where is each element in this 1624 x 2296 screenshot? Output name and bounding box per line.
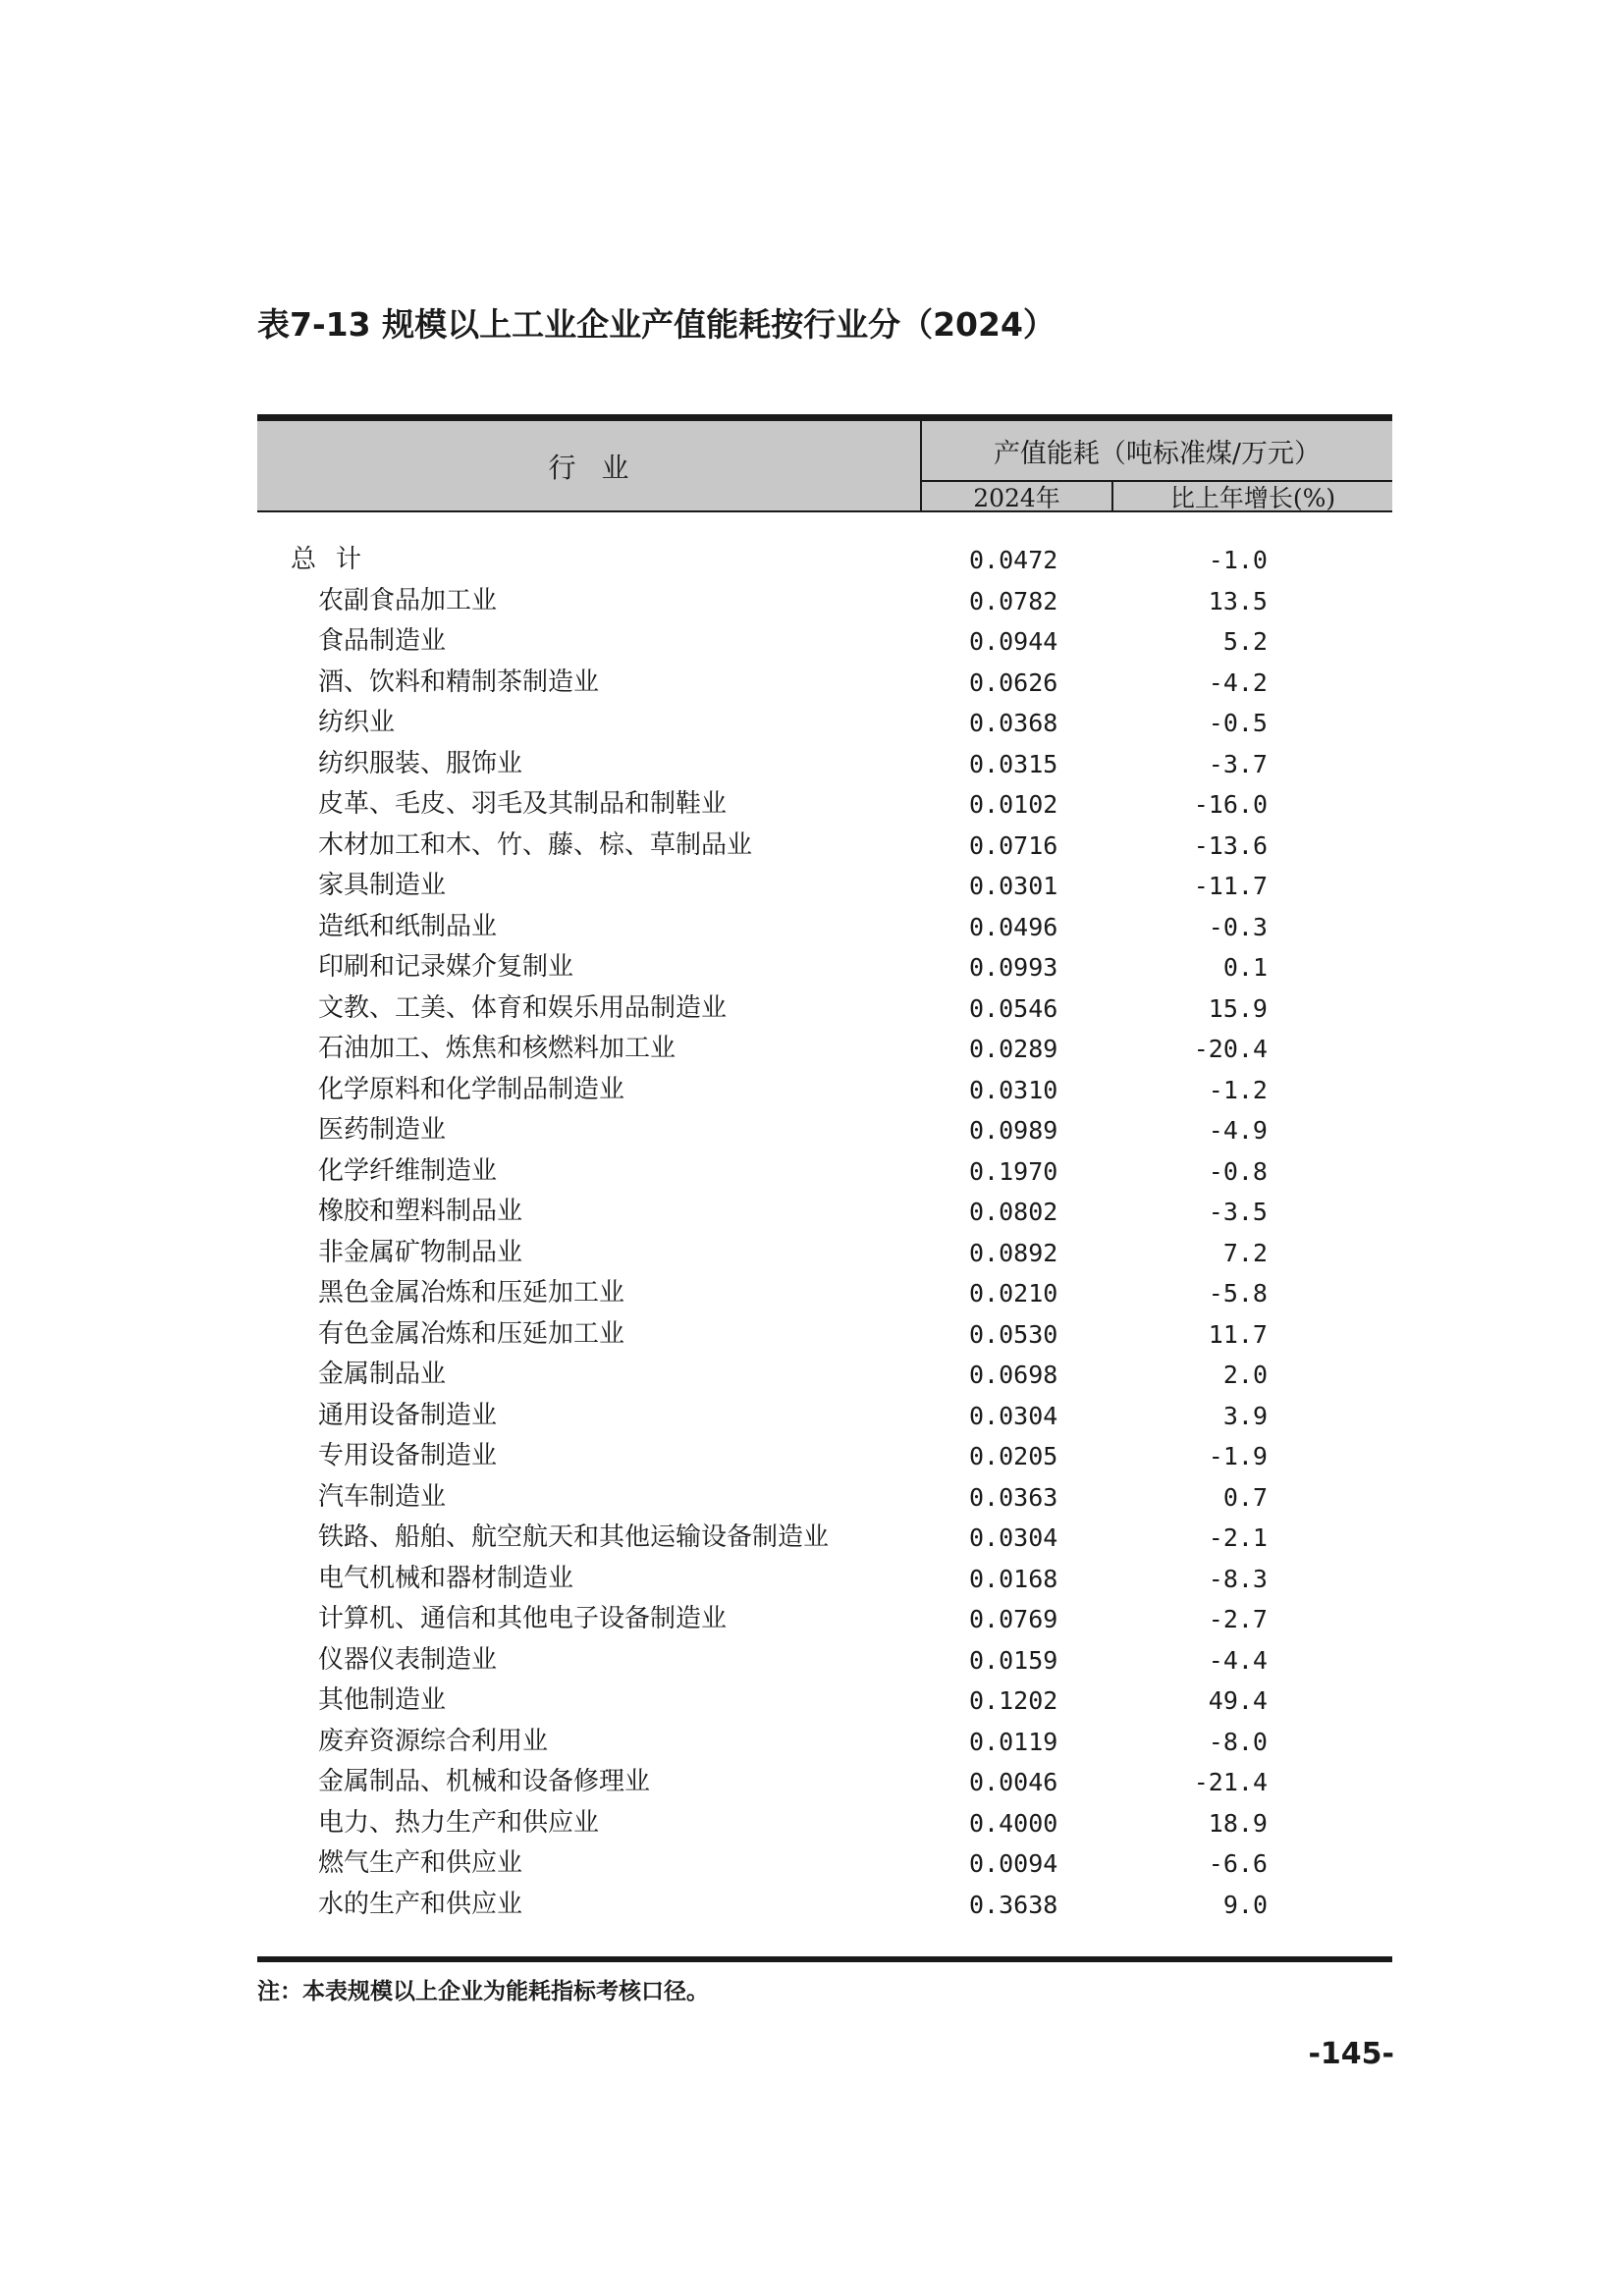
value-2024: 0.0802 xyxy=(969,1198,1058,1226)
industry-name: 有色金属冶炼和压延加工业 xyxy=(318,1318,625,1349)
table-row xyxy=(257,1029,1392,1070)
table-row xyxy=(257,1722,1392,1763)
value-2024: 0.0496 xyxy=(969,912,1058,941)
value-growth: -3.5 xyxy=(1208,1198,1268,1226)
table-row xyxy=(257,1273,1392,1314)
value-growth: 18.9 xyxy=(1208,1808,1268,1838)
industry-name: 农副食品加工业 xyxy=(318,585,498,615)
value-growth: -11.7 xyxy=(1193,872,1268,900)
table-row xyxy=(257,1070,1392,1111)
industry-name: 食品制造业 xyxy=(318,626,447,656)
value-2024: 0.1970 xyxy=(969,1156,1058,1186)
value-growth: -21.4 xyxy=(1193,1768,1268,1796)
table-row xyxy=(257,826,1392,867)
value-2024: 0.0210 xyxy=(969,1279,1058,1308)
industry-name: 印刷和记录媒介复制业 xyxy=(318,952,574,982)
table-row xyxy=(257,1803,1392,1844)
value-growth: -1.0 xyxy=(1208,546,1268,574)
industry-name: 仪器仪表制造业 xyxy=(318,1644,498,1675)
value-2024: 0.1202 xyxy=(969,1686,1058,1715)
table-row xyxy=(257,1599,1392,1640)
industry-name: 汽车制造业 xyxy=(318,1481,447,1512)
value-growth: -16.0 xyxy=(1193,790,1268,819)
table-header xyxy=(257,421,1392,512)
value-2024: 0.0304 xyxy=(969,1523,1058,1552)
value-2024: 0.0168 xyxy=(969,1564,1058,1593)
value-2024: 0.0716 xyxy=(969,830,1058,860)
industry-name: 电气机械和器材制造业 xyxy=(318,1563,574,1593)
table-row xyxy=(257,988,1392,1030)
industry-name: 皮革、毛皮、羽毛及其制品和制鞋业 xyxy=(318,789,728,819)
industry-name: 化学原料和化学制品制造业 xyxy=(318,1074,625,1104)
value-growth: -1.2 xyxy=(1208,1075,1268,1104)
table-row-total xyxy=(257,540,1392,581)
table-row xyxy=(257,1233,1392,1274)
value-2024: 0.0944 xyxy=(969,627,1058,656)
industry-name: 计算机、通信和其他电子设备制造业 xyxy=(318,1604,728,1633)
value-2024: 0.0546 xyxy=(969,993,1058,1023)
table-row xyxy=(257,1477,1392,1519)
industry-name: 家具制造业 xyxy=(318,871,447,900)
industry-name: 纺织业 xyxy=(318,708,396,737)
table-row xyxy=(257,784,1392,826)
value-growth: 2.0 xyxy=(1222,1361,1268,1389)
value-growth: -20.4 xyxy=(1193,1035,1268,1063)
value-growth: 9.0 xyxy=(1222,1890,1268,1919)
table-note: 注：本表规模以上企业为能耗指标考核口径。 xyxy=(257,1979,709,2004)
page-number: -145- xyxy=(1308,2037,1394,2071)
industry-name: 黑色金属冶炼和压延加工业 xyxy=(318,1278,625,1308)
value-growth: 0.7 xyxy=(1222,1482,1268,1512)
table-row xyxy=(257,703,1392,744)
value-2024: 0.0892 xyxy=(969,1238,1058,1267)
industry-name: 其他制造业 xyxy=(318,1685,447,1715)
industry-name: 燃气生产和供应业 xyxy=(318,1848,523,1878)
value-growth: 3.9 xyxy=(1222,1401,1268,1430)
table-row xyxy=(257,1559,1392,1600)
value-growth: -0.8 xyxy=(1208,1156,1268,1186)
table-row xyxy=(257,1640,1392,1682)
industry-name: 废弃资源综合利用业 xyxy=(318,1726,549,1756)
value-growth: -4.2 xyxy=(1208,667,1268,697)
value-growth: -3.7 xyxy=(1208,749,1268,778)
industry-name: 金属制品业 xyxy=(318,1360,447,1389)
industry-name: 化学纤维制造业 xyxy=(318,1155,498,1186)
table-bottom-rule xyxy=(257,1956,1392,1962)
table-row xyxy=(257,1518,1392,1559)
table-row xyxy=(257,1355,1392,1396)
table-row xyxy=(257,744,1392,785)
table-row xyxy=(257,1681,1392,1722)
value-growth: -2.7 xyxy=(1208,1605,1268,1633)
value-2024: 0.0530 xyxy=(969,1319,1058,1349)
table-row xyxy=(257,1110,1392,1151)
value-2024: 0.0315 xyxy=(969,749,1058,778)
header-energy-group: 产值能耗（吨标准煤/万元） xyxy=(993,438,1322,469)
value-growth: -4.9 xyxy=(1208,1116,1268,1145)
value-2024: 0.0304 xyxy=(969,1401,1058,1430)
header-col-2024: 2024年 xyxy=(973,483,1060,512)
value-growth: 0.1 xyxy=(1222,953,1268,982)
value-2024: 0.0289 xyxy=(969,1035,1058,1063)
value-growth: -13.6 xyxy=(1193,830,1268,860)
header-col-growth: 比上年增长(%) xyxy=(1169,483,1336,512)
value-growth: 13.5 xyxy=(1208,586,1268,615)
header-industry: 行业 xyxy=(548,451,655,484)
value-growth: -8.3 xyxy=(1208,1564,1268,1593)
value-2024: 0.0363 xyxy=(969,1482,1058,1512)
value-2024: 0.0159 xyxy=(969,1645,1058,1675)
table-title: 表7-13 规模以上工业企业产值能耗按行业分（2024） xyxy=(257,305,1056,344)
energy-table xyxy=(257,414,1392,1962)
value-2024: 0.0472 xyxy=(969,546,1058,574)
value-growth: -0.5 xyxy=(1208,709,1268,737)
value-2024: 0.0046 xyxy=(969,1768,1058,1796)
table-row xyxy=(257,1314,1392,1356)
industry-name: 纺织服装、服饰业 xyxy=(318,748,523,778)
table-row xyxy=(257,947,1392,988)
industry-name: 铁路、船舶、航空航天和其他运输设备制造业 xyxy=(318,1522,830,1552)
value-growth: -8.0 xyxy=(1208,1727,1268,1756)
value-growth: -0.3 xyxy=(1208,912,1268,941)
industry-name: 文教、工美、体育和娱乐用品制造业 xyxy=(318,992,728,1023)
industry-name: 木材加工和木、竹、藤、棕、草制品业 xyxy=(318,829,753,860)
value-growth: -5.8 xyxy=(1208,1279,1268,1308)
table-row xyxy=(257,1396,1392,1437)
value-growth: -6.6 xyxy=(1208,1849,1268,1878)
value-growth: -4.4 xyxy=(1208,1645,1268,1675)
table-row xyxy=(257,1192,1392,1233)
value-2024: 0.4000 xyxy=(969,1808,1058,1838)
industry-name: 水的生产和供应业 xyxy=(318,1889,523,1919)
industry-name: 橡胶和塑料制品业 xyxy=(318,1197,523,1226)
value-growth: -1.9 xyxy=(1208,1442,1268,1470)
value-growth: 7.2 xyxy=(1222,1238,1268,1267)
table-row xyxy=(257,907,1392,948)
value-growth: 49.4 xyxy=(1208,1686,1268,1715)
industry-name: 非金属矿物制品业 xyxy=(318,1237,523,1267)
table-body xyxy=(257,512,1392,1956)
value-2024: 0.0626 xyxy=(969,667,1058,697)
value-2024: 0.0782 xyxy=(969,586,1058,615)
table-row xyxy=(257,1843,1392,1885)
value-2024: 0.0205 xyxy=(969,1442,1058,1470)
table-row xyxy=(257,1151,1392,1193)
value-2024: 0.0769 xyxy=(969,1605,1058,1633)
value-2024: 0.0301 xyxy=(969,872,1058,900)
table-row xyxy=(257,1436,1392,1477)
table-row xyxy=(257,581,1392,622)
value-2024: 0.0119 xyxy=(969,1727,1058,1756)
industry-name: 石油加工、炼焦和核燃料加工业 xyxy=(318,1034,677,1063)
value-growth: 5.2 xyxy=(1222,627,1268,656)
value-2024: 0.0989 xyxy=(969,1116,1058,1145)
value-2024: 0.0094 xyxy=(969,1849,1058,1878)
value-growth: 15.9 xyxy=(1208,993,1268,1023)
industry-name: 金属制品、机械和设备修理业 xyxy=(318,1767,651,1796)
table-row xyxy=(257,866,1392,907)
table-top-rule xyxy=(257,414,1392,421)
industry-name: 电力、热力生产和供应业 xyxy=(318,1807,600,1838)
value-2024: 0.0310 xyxy=(969,1075,1058,1104)
value-2024: 0.0368 xyxy=(969,709,1058,737)
industry-name: 专用设备制造业 xyxy=(318,1441,498,1470)
value-2024: 0.3638 xyxy=(969,1890,1058,1919)
industry-name: 通用设备制造业 xyxy=(318,1400,498,1430)
industry-name: 酒、饮料和精制茶制造业 xyxy=(318,667,600,697)
table-row xyxy=(257,1885,1392,1926)
table-row xyxy=(257,1762,1392,1803)
table-row xyxy=(257,621,1392,663)
industry-name: 医药制造业 xyxy=(318,1115,447,1145)
industry-name: 总计 xyxy=(291,545,382,574)
value-2024: 0.0993 xyxy=(969,953,1058,982)
table-row xyxy=(257,663,1392,704)
value-growth: -2.1 xyxy=(1208,1523,1268,1552)
value-growth: 11.7 xyxy=(1208,1319,1268,1349)
value-2024: 0.0102 xyxy=(969,790,1058,819)
value-2024: 0.0698 xyxy=(969,1361,1058,1389)
industry-name: 造纸和纸制品业 xyxy=(318,911,498,941)
